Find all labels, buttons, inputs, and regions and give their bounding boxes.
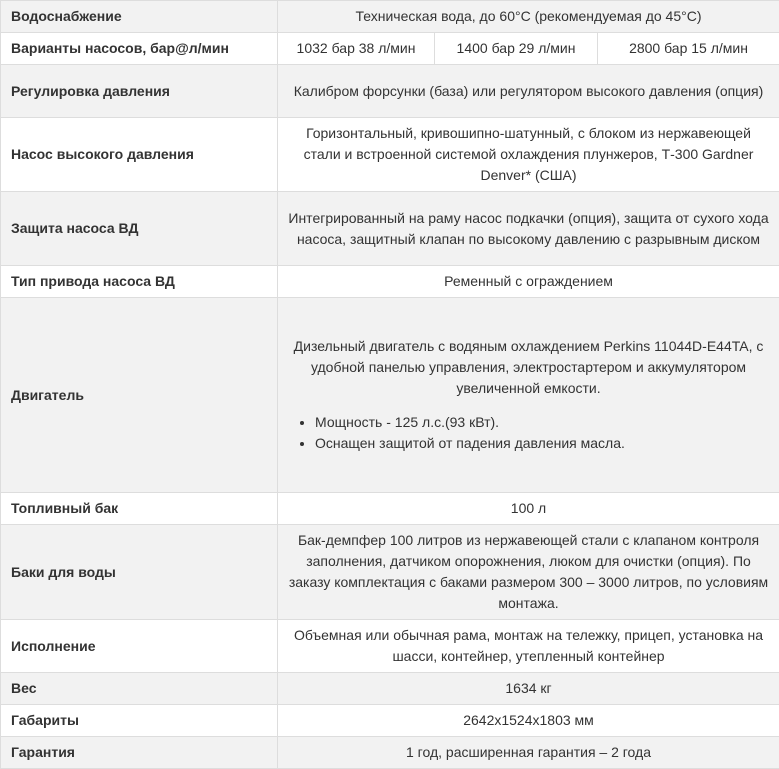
pump-option-1: 1032 бар 38 л/мин [278,33,435,65]
row-label: Баки для воды [1,525,278,620]
table-row [1,737,779,769]
row-value: Дизельный двигатель с водяным охлаждением Perkins 11044D-E44TA, с удобной панелью управления, электростартером и аккумулятором увеличенной емкости. [288,336,769,399]
pump-option-3: 2800 бар 15 л/мин [598,33,779,65]
table-row [1,192,779,266]
table-row [1,33,779,65]
row-label: Топливный бак [1,493,278,525]
row-label: Регулировка давления [1,65,278,118]
table-row [1,118,779,192]
table-row [1,620,779,673]
row-value: Техническая вода, до 60°С (рекомендуемая до 45°С) [278,1,779,33]
row-value: 100 л [278,493,779,525]
row-label: Насос высокого давления [1,118,278,192]
row-label: Вес [1,673,278,705]
table-row [1,673,779,705]
row-label: Двигатель [1,298,278,493]
row-value: Объемная или обычная рама, монтаж на тележку, прицеп, установка на шасси, контейнер, утепленный контейнер [278,620,779,673]
pump-option-2: 1400 бар 29 л/мин [435,33,598,65]
row-value: Горизонтальный, кривошипно-шатунный, с блоком из нержавеющей стали и встроенной системой охлаждения плунжеров, Т-300 Gardner Denver* (США) [278,118,779,192]
table-row [1,525,779,620]
row-value: Интегрированный на раму насос подкачки (опция), защита от сухого хода насоса, защитный клапан по высокому давлению с разрывным диском [278,192,779,266]
row-label: Защита насоса ВД [1,192,278,266]
row-label: Гарантия [1,737,278,769]
row-label: Водоснабжение [1,1,278,33]
engine-cell [278,298,779,493]
table-row [1,65,779,118]
table-row [1,266,779,298]
row-value: 2642х1524х1803 мм [278,705,779,737]
engine-bullet-list [288,412,769,454]
row-label: Габариты [1,705,278,737]
row-label: Исполнение [1,620,278,673]
table-row [1,705,779,737]
row-value: Ременный с ограждением [278,266,779,298]
row-value: 1634 кг [278,673,779,705]
row-value: Калибром форсунки (база) или регулятором высокого давления (опция) [278,65,779,118]
list-item: • Мощность - 125 л.с.(93 кВт). [315,412,769,433]
row-value: Бак-демпфер 100 литров из нержавеющей стали с клапаном контроля заполнения, датчиком опорожнения, люком для очистки (опция). По заказу комплектация с баками размером 300 – 3000 литров, по условиям монтажа. [278,525,779,620]
table-row [1,493,779,525]
table-row [1,1,779,33]
table-row [1,298,779,493]
row-value: 1 год, расширенная гарантия – 2 года [278,737,779,769]
row-label: Тип привода насоса ВД [1,266,278,298]
row-label: Варианты насосов, бар@л/мин [1,33,278,65]
list-item: • Оснащен защитой от падения давления масла. [315,433,769,454]
